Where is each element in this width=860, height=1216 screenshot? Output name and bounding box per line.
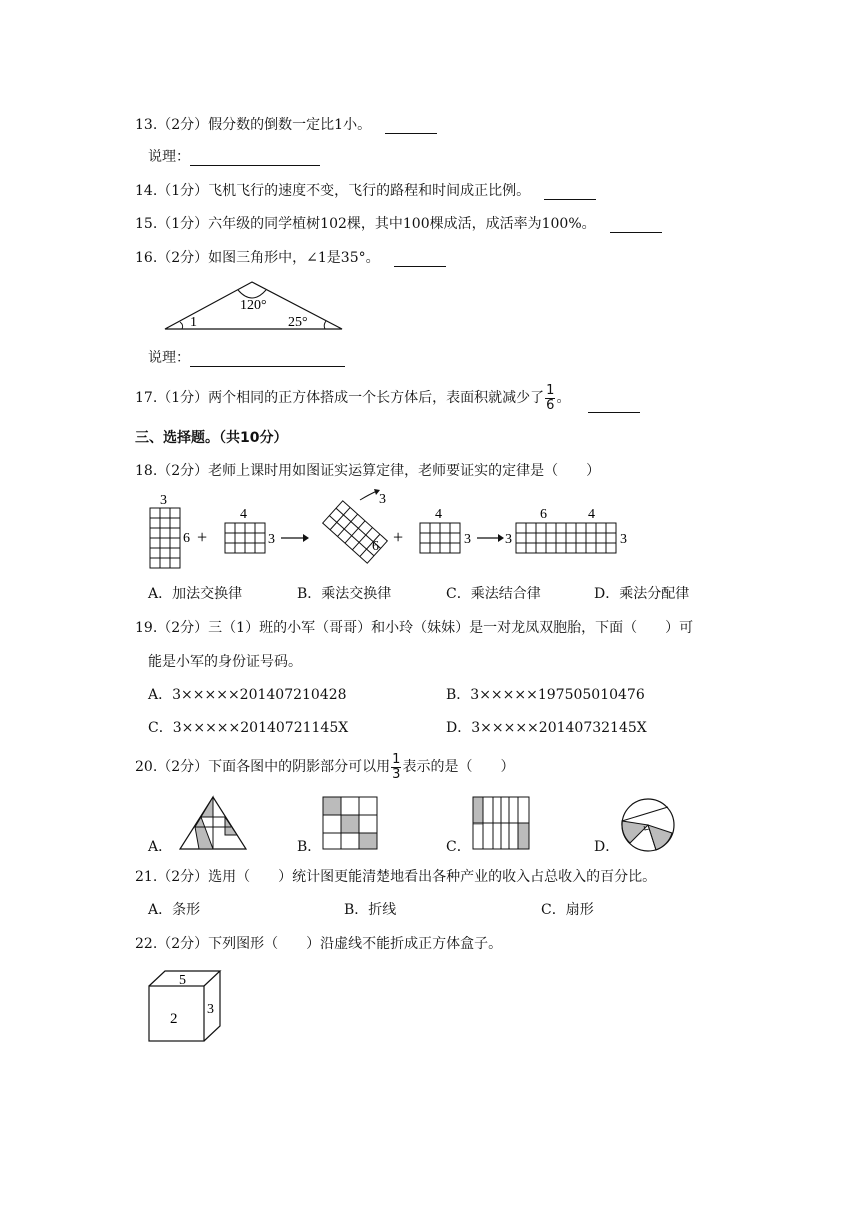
svg-text:+: + [393, 527, 404, 547]
svg-text:3: 3 [620, 532, 627, 547]
question-13 [135, 116, 437, 134]
question-18-option-a[interactable]: A．加法交换律 [148, 586, 243, 602]
question-20-label-c[interactable]: C． [446, 839, 471, 855]
question-20-stem: 20.（2分）下面各图中的阴影部分可以用 $\frac{1}{3}$ 表示的是（ ） [135, 751, 515, 782]
question-16-note [148, 349, 345, 367]
option-b-grid-figure [321, 795, 379, 851]
question-15-stem: 15.（1分）六年级的同学植树102棵，其中100棵成活，成活率为100%。 [135, 216, 596, 232]
svg-text:6: 6 [183, 531, 190, 546]
question-21-option-b[interactable]: B．折线 [344, 902, 397, 918]
question-19-option-b[interactable]: B．3×××××197505010476 [446, 687, 645, 703]
answer-blank-17[interactable] [588, 398, 640, 413]
answer-blank-13[interactable] [385, 119, 437, 134]
cube-top-number: 5 [179, 973, 186, 988]
question-15 [135, 215, 662, 233]
question-19-option-a[interactable]: A．3×××××201407210428 [148, 687, 347, 703]
svg-text:3: 3 [268, 532, 275, 547]
cube-side-number: 3 [207, 1002, 214, 1017]
svg-text:+: + [197, 527, 208, 547]
question-18-stem: 18.（2分）老师上课时用如图证实运算定律，老师要证实的定律是（ ） [135, 463, 601, 479]
question-14-stem: 14.（1分）飞机飞行的速度不变，飞行的路程和时间成正比例。 [135, 183, 531, 199]
question-13-note [148, 148, 320, 166]
note-blank-13[interactable] [190, 151, 320, 166]
svg-text:3: 3 [464, 532, 471, 547]
angle-25-label: 25° [288, 315, 308, 330]
angle-1-label: 1 [190, 315, 197, 330]
question-19-stem-line2: 能是小军的身份证号码。 [148, 654, 302, 670]
question-18-option-b[interactable]: B．乘法交换律 [297, 586, 392, 602]
fraction-one-third: $\frac{1}{3}$ [392, 751, 401, 782]
question-21-option-c[interactable]: C．扇形 [541, 902, 594, 918]
svg-text:3: 3 [379, 492, 386, 507]
answer-blank-14[interactable] [544, 185, 596, 200]
svg-text:3: 3 [160, 493, 167, 508]
option-a-triangle-figure [175, 795, 251, 851]
svg-text:6: 6 [372, 539, 379, 554]
question-20-label-b[interactable]: B． [297, 839, 322, 855]
question-22-stem: 22.（2分）下列图形（ ）沿虚线不能折成正方体盒子。 [135, 936, 503, 952]
triangle-figure [160, 276, 350, 336]
svg-text:4: 4 [240, 507, 247, 522]
svg-text:3: 3 [505, 532, 512, 547]
question-16 [135, 249, 446, 267]
cube-front-number: 2 [170, 1011, 178, 1027]
fraction-one-sixth: $\frac{1}{6}$ [546, 382, 555, 413]
answer-blank-16[interactable] [394, 252, 446, 267]
operation-law-figure [145, 488, 645, 570]
cube-figure [145, 968, 225, 1043]
question-19-stem-line1: 19.（2分）三（1）班的小军（哥哥）和小玲（妹妹）是一对龙凤双胞胎，下面（ ）可 [135, 620, 694, 636]
question-16-stem: 16.（2分）如图三角形中，∠1是35°。 [135, 250, 380, 266]
option-d-circle-figure [618, 795, 678, 855]
option-c-strip-figure [471, 795, 531, 851]
note-label: 说理： [148, 149, 190, 165]
note-blank-16[interactable] [190, 352, 345, 367]
question-14 [135, 182, 596, 200]
angle-120-label: 120° [240, 298, 267, 313]
question-17: 17.（1分）两个相同的正方体搭成一个长方体后，表面积就减少了 $\frac{1}{6}$ 。 [135, 383, 640, 413]
section-3-title: 三、选择题。（共10分） [135, 430, 288, 446]
question-21-stem: 21.（2分）选用（ ）统计图更能清楚地看出各种产业的收入占总收入的百分比。 [135, 869, 657, 885]
svg-text:4: 4 [588, 507, 595, 522]
question-19-option-d[interactable]: D．3×××××20140732145X [446, 720, 647, 736]
question-18-option-c[interactable]: C．乘法结合律 [446, 586, 541, 602]
svg-text:4: 4 [435, 507, 442, 522]
note-label: 说理： [148, 350, 190, 366]
svg-text:6: 6 [540, 507, 547, 522]
question-13-stem: 13.（2分）假分数的倒数一定比1小。 [135, 117, 372, 133]
question-21-option-a[interactable]: A．条形 [148, 902, 201, 918]
question-19-option-c[interactable]: C．3×××××20140721145X [148, 720, 349, 736]
question-18-option-d[interactable]: D．乘法分配律 [594, 586, 690, 602]
answer-blank-15[interactable] [610, 218, 662, 233]
question-20-label-d[interactable]: D． [594, 839, 620, 855]
question-20-label-a[interactable]: A． [148, 839, 173, 855]
question-17-stem: 17.（1分）两个相同的正方体搭成一个长方体后，表面积就减少了 [135, 390, 545, 406]
